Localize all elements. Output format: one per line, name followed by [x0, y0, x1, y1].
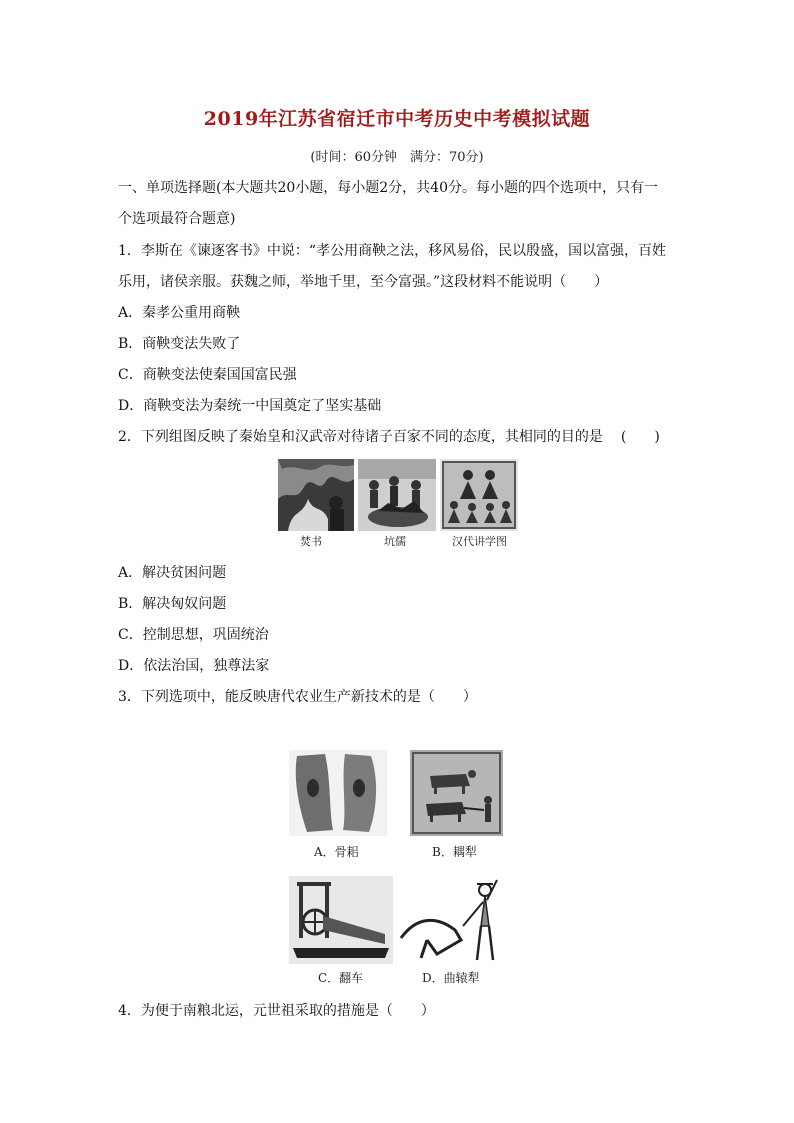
q2-stem [118, 426, 660, 446]
bone-spade-image [289, 750, 387, 836]
q1-option-d: D．商鞅变法为秦统一中国奠定了坚实基础 [118, 398, 382, 414]
book-burning-image [278, 459, 354, 531]
exam-info: (时间：60分钟 满分：70分) [310, 150, 484, 165]
caption-bone-spade: A．骨耜 [314, 845, 359, 859]
q1-option-b: B．商鞅变法失败了 [118, 336, 241, 352]
caption-curved-shaft-plough: D．曲辕犁 [422, 971, 480, 985]
q1-stem-line1: 1．李斯在《谏逐客书》中说：“孝公用商鞅之法，移风易俗，民以殷盛，国以富强，百姓 [118, 243, 667, 259]
han-lecture-image [440, 459, 518, 531]
q2-option-a: A．解决贫困问题 [118, 565, 227, 581]
caption-han-lecture: 汉代讲学图 [452, 535, 507, 548]
q2-option-d: D．依法治国，独尊法家 [118, 658, 270, 674]
page-title: 2019年江苏省宿迁市中考历史中考模拟试题 [203, 108, 591, 130]
paired-plough-image [410, 750, 503, 836]
q2-option-c: C．控制思想，巩固统治 [118, 627, 269, 643]
q4-stem: 4．为便于南粮北运，元世祖采取的措施是（ ） [118, 1003, 435, 1019]
q2-answer-bracket: ( ) [620, 429, 660, 445]
curved-shaft-plough-image [397, 876, 509, 964]
scholar-burying-image [358, 459, 436, 531]
caption-book-burning: 焚书 [300, 535, 322, 548]
section-heading-line2: 个选项最符合题意) [118, 211, 236, 227]
section-heading-line1: 一、单项选择题(本大题共20小题，每小题2分，共40分。每小题的四个选项中，只有一 [118, 180, 658, 196]
chain-pump-image [289, 876, 393, 964]
q2-image-strip [278, 459, 518, 548]
q3-stem: 3．下列选项中，能反映唐代农业生产新技术的是（ ） [118, 689, 477, 705]
q2-option-b: B．解决匈奴问题 [118, 596, 227, 612]
q1-option-c: C．商鞅变法使秦国国富民强 [118, 367, 297, 383]
q1-option-a: A．秦孝公重用商鞅 [118, 305, 241, 321]
caption-scholar-burying: 坑儒 [384, 535, 406, 548]
caption-chain-pump: C．翻车 [318, 971, 364, 985]
q2-stem-text: 2．下列组图反映了秦始皇和汉武帝对待诸子百家不同的态度，其相同的目的是 [118, 429, 603, 445]
q1-stem-line2: 乐用，诸侯亲服。获魏之师，举地千里，至今富强。”这段材料不能说明（ ） [118, 274, 609, 290]
caption-paired-plough: B．耦犁 [432, 845, 477, 859]
